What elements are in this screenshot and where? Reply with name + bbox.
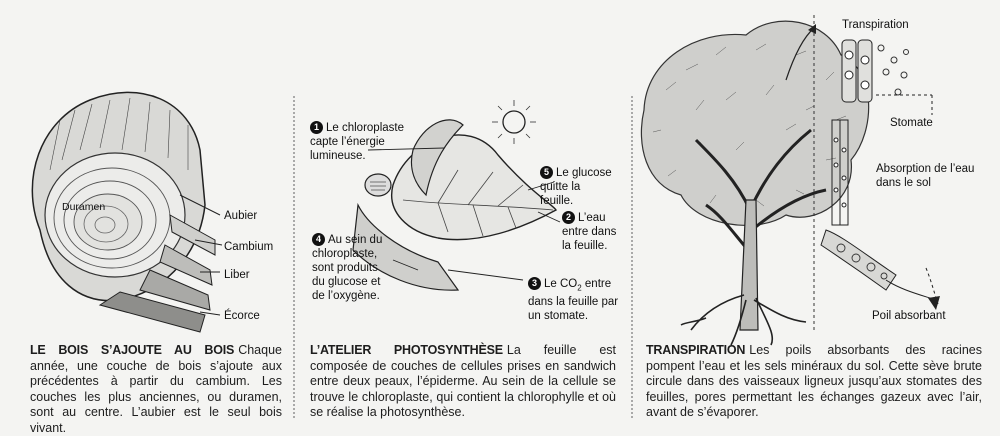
caption-photosynthesis <box>310 343 616 421</box>
step-4-label: 4 Au sein du chloroplaste, sont produits du glucose et de l’oxygène. <box>312 234 383 302</box>
caption-text: La feuille est composée de couches de cellules prises en sandwich entre deux peaux, l’épiderme. Au sein de la cellule se trouve le chloroplaste, qui contient la chlorophylle et où se réalise la photosynthèse. <box>310 343 617 419</box>
panel-transpiration <box>636 0 1000 435</box>
label-liber: Liber <box>224 269 250 281</box>
step-3-label: 3 Le $CO_2$ entre dans la feuille par un stomate. <box>528 278 619 323</box>
caption-text: Les poils absorbants des racines pompent l’eau et les sels minéraux du sol. Cette sève brute circule dans des vaisseaux ligneux jusqu’aux stomates des feuilles, pores permettant les échanges gazeux avec l’air, avant de s’évaporer. <box>646 343 982 419</box>
dotted-separator <box>631 96 633 418</box>
caption-heading: TRANSPIRATION <box>646 343 746 357</box>
panel-wood <box>0 0 290 435</box>
step-number-badge: 5 <box>540 166 553 179</box>
label-aubier: Aubier <box>224 210 258 222</box>
dotted-separator <box>293 96 295 418</box>
label-poil-absorbant: Poil absorbant <box>872 310 946 322</box>
caption-heading: L’ATELIER PHOTOSYNTHÈSE <box>310 343 503 357</box>
panel-photosynthesis <box>298 0 628 435</box>
step-5-label: 5 Le glucose quitte la feuille. <box>540 167 612 207</box>
caption-wood <box>30 343 282 436</box>
sun-icon <box>492 100 536 144</box>
step-number-badge: 1 <box>310 121 323 134</box>
label-duramen: Duramen <box>62 201 106 213</box>
caption-text: Chaque année, une couche de bois s’ajoute aux précédentes à partir du cambium. Les couches les plus anciennes, ou duramen, sont au centre. L’aubier est le seul bois vivant. <box>30 343 282 435</box>
step-number-badge: 4 <box>312 233 325 246</box>
caption-transpiration <box>646 343 982 421</box>
label-cambium: Cambium <box>224 241 274 253</box>
label-absorption: Absorption de l’eau dans le sol <box>876 163 975 189</box>
step-1-label: 1 Le chloroplaste capte l’énergie lumineuse. <box>310 122 404 162</box>
step-2-label: 2 L’eau entre dans la feuille. <box>562 212 617 252</box>
label-transpiration: Transpiration <box>842 19 909 31</box>
step-number-badge: 2 <box>562 211 575 224</box>
label-ecorce: Écorce <box>224 310 260 322</box>
label-stomate: Stomate <box>890 117 933 129</box>
caption-heading: LE BOIS S’AJOUTE AU BOIS <box>30 343 235 357</box>
step-number-badge: 3 <box>528 277 541 290</box>
